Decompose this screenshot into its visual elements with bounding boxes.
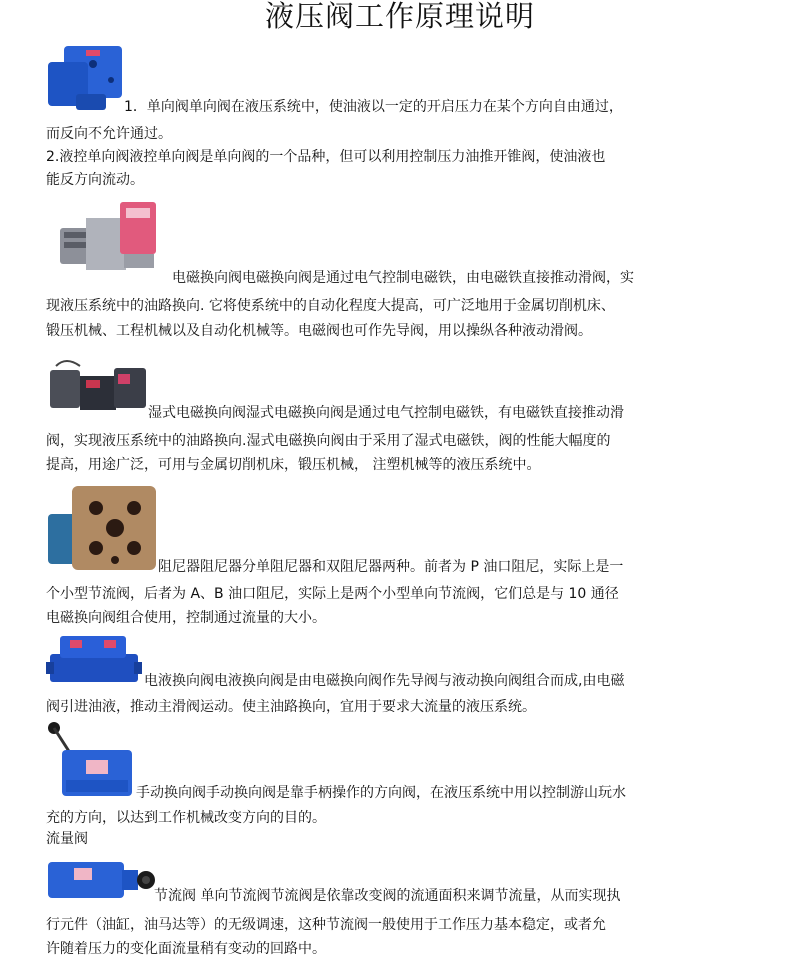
blue-check-valve-photo [46, 44, 126, 114]
text-line: 提高，用途广泛，可用与金属切削机床，锻压机械， 注塑机械等的液压系统中。 [46, 457, 541, 473]
text-line: 手动换向阀手动换向阀是靠手柄操作的方向阀，在液压系统中用以控制游山玩水 [136, 785, 626, 801]
wet-solenoid-valve-photo [46, 356, 150, 420]
text-line: 充的方向，以达到工作机械改变方向的目的。 [46, 810, 326, 826]
text-line: 锻压机械、工程机械以及自动化机械等。电磁阀也可作先导阀，用以操纵各种液动滑阀。 [46, 323, 592, 339]
text-line: 行元件（油缸，油马达等）的无级调速，这种节流阀一般使用于工作压力基本稳定，或者允 [46, 917, 606, 933]
solenoid-directional-valve-photo [56, 198, 162, 278]
text-line: 节流阀 单向节流阀节流阀是依靠改变阀的流通面积来调节流量，从而实现执 [154, 888, 621, 904]
text-line: 现液压系统中的油路换向. 它将使系统中的自动化程度大提高，可广泛地用于金属切削机床、 [46, 298, 615, 314]
text-line: 电磁换向阀组合使用，控制通过流量的大小。 [46, 610, 326, 626]
text-line: 而反向不允许通过。 [46, 126, 172, 142]
text-line: 阻尼器阻尼器分单阻尼器和双阻尼器两种。前者为 P 油口阻尼，实际上是一 [158, 559, 624, 575]
manual-directional-valve-photo [46, 720, 136, 800]
text-line: 湿式电磁换向阀湿式电磁换向阀是通过电气控制电磁铁，有电磁铁直接推动滑 [148, 405, 624, 421]
text-line: 阀引进油液，推动主滑阀运动。使主油路换向，宜用于要求大流量的液压系统。 [46, 699, 536, 715]
text-line: 阀，实现液压系统中的油路换向.湿式电磁换向阀由于采用了湿式电磁铁，阀的性能大幅度的 [46, 433, 611, 449]
electro-hydraulic-valve-photo [46, 632, 142, 688]
text-line: 电液换向阀电液换向阀是由电磁换向阀作先导阀与液动换向阀组合而成,由电磁 [144, 673, 625, 689]
damper-block-photo [46, 484, 158, 576]
text-line: 电磁换向阀电磁换向阀是通过电气控制电磁铁，由电磁铁直接推动滑阀，实 [172, 270, 634, 286]
text-line: 许随着压力的变化面流量稍有变动的回路中。 [46, 941, 326, 957]
throttle-valve-photo [46, 854, 156, 904]
text-line: 流量阀 [46, 831, 88, 847]
text-line: 能反方向流动。 [46, 172, 144, 188]
text-line: 个小型节流阀，后者为 A、B 油口阻尼，实际上是两个小型单向节流阀，它们总是与 10 通径 [46, 586, 619, 602]
text-line: 2.液控单向阀液控单向阀是单向阀的一个品种，但可以利用控制压力油推开锥阀，使油液也 [46, 149, 606, 165]
text-line: 1．单向阀单向阀在液压系统中，使油液以一定的开启压力在某个方向自由通过， [124, 99, 623, 115]
page-title: 液压阀工作原理说明 [264, 0, 535, 33]
